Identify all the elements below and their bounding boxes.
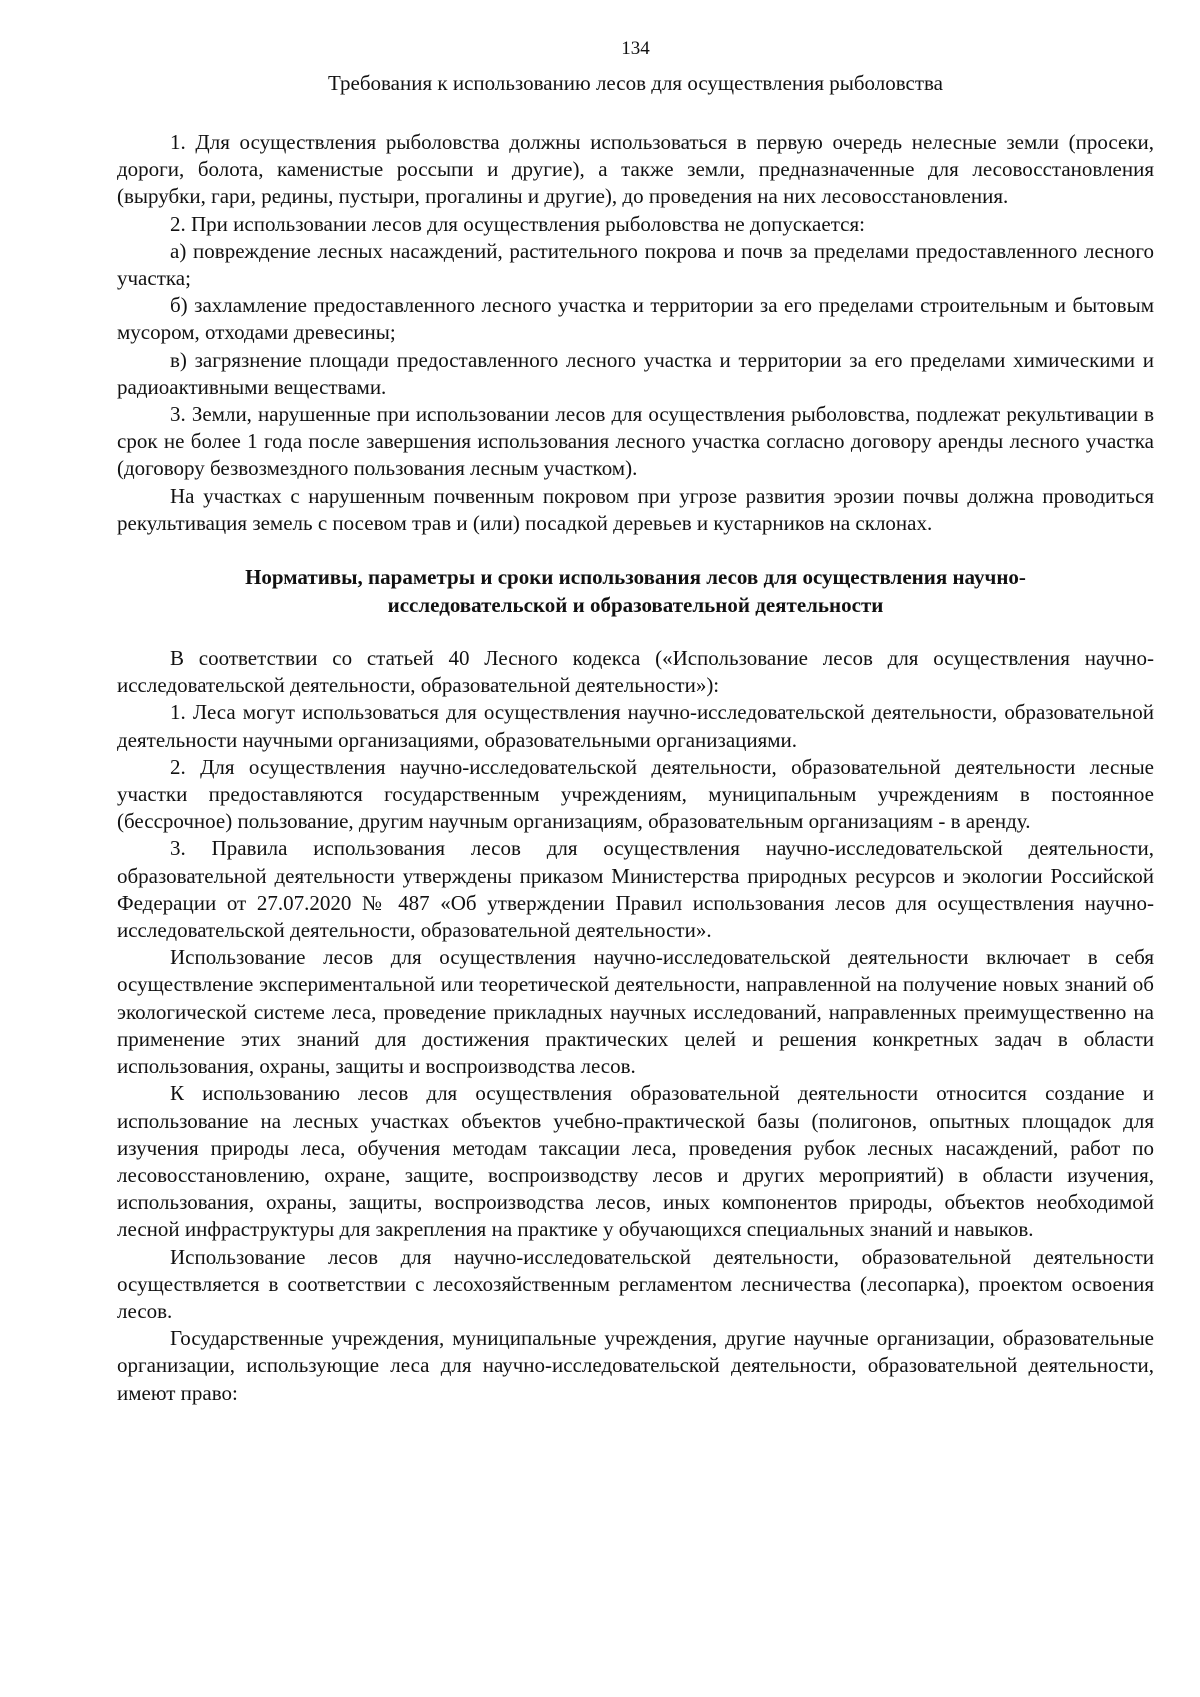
paragraph: Использование лесов для осуществления научно-исследовательской деятельности включает в себя осуществление экспериментальной или теоретической деятельности, направленной на получение новых знаний об экологической системе леса, проведение прикладных научных исследований, направленных преимущественно на применение этих знаний для достижения практических целей и решения конкретных задач в области использования, охраны, защиты и воспроизводства лесов. xyxy=(117,945,1154,1079)
paragraph: Использование лесов для научно-исследовательской деятельности, образовательной деятельности осуществляется в соответствии с лесохозяйственным регламентом лесничества (лесопарка), проектом освоения лесов. xyxy=(117,1244,1154,1323)
paragraph: а) повреждение лесных насаждений, растительного покрова и почв за пределами предоставленного лесного участка; xyxy=(117,238,1154,291)
paragraph: 3. Земли, нарушенные при использовании лесов для осуществления рыболовства, подлежат рекультивации в срок не более 1 года после завершения использования лесного участка согласно договору аренды лесного участка (договору безвозмездного пользования лесным участком). xyxy=(117,402,1154,481)
section-heading-fishing: Требования к использованию лесов для осуществления рыболовства xyxy=(328,71,943,95)
paragraph: 2. Для осуществления научно-исследовательской деятельности, образовательной деятельности лесные участки предоставляются государственным учреждениям, муниципальным учреждениям в постоянное (бессрочное) пользование, другим научным организациям, образовательным организациям - в аренду. xyxy=(117,754,1154,834)
paragraph: 3. Правила использования лесов для осуществления научно-исследовательской деятельности, образовательной деятельности утверждены приказом Министерства природных ресурсов и экологии Российской Федерации от 27.07.2020 № 487 «Об утверждении Правил использования лесов для осуществления научно-исследовательской деятельности, образовательной деятельности». xyxy=(117,836,1154,943)
document-page xyxy=(117,36,1154,1407)
paragraph: На участках с нарушенным почвенным покровом при угрозе развития эрозии почвы должна проводиться рекультивация земель с посевом трав и (или) посадкой деревьев и кустарников на склонах. xyxy=(117,483,1154,535)
paragraph: 1. Леса могут использоваться для осуществления научно-исследовательской деятельности, образовательной деятельности научными организациями, образовательными организациями. xyxy=(117,700,1154,752)
paragraph: 2. При использовании лесов для осуществления рыболовства не допускается: xyxy=(170,211,865,236)
section-body-fishing xyxy=(117,129,1154,537)
page-number: 134 xyxy=(621,38,650,59)
paragraph: Государственные учреждения, муниципальные учреждения, другие научные организации, образовательные организации, использующие леса для научно-исследовательской деятельности, образовательной деятельности, имеют право: xyxy=(117,1326,1154,1405)
paragraph: в) загрязнение площади предоставленного лесного участка и территории за его пределами химическими и радиоактивными веществами. xyxy=(117,347,1154,399)
section-body-research xyxy=(117,645,1154,1407)
paragraph: В соответствии со статьей 40 Лесного кодекса («Использование лесов для осуществления научно-исследовательской деятельности, образовательной деятельности»): xyxy=(117,646,1154,698)
paragraph: 1. Для осуществления рыболовства должны использоваться в первую очередь нелесные земли (просеки, дороги, болота, каменистые россыпи и другие), а также земли, предназначенные для лесовосстановления (вырубки, гари, редины, пустыри, прогалины и другие), до проведения на них лесовосстановления. xyxy=(117,130,1154,209)
paragraph: б) захламление предоставленного лесного участка и территории за его пределами строительным и бытовым мусором, отходами древесины; xyxy=(117,293,1154,345)
paragraph: К использованию лесов для осуществления образовательной деятельности относится создание и использование на лесных участках объектов учебно-практической базы (полигонов, опытных площадок для изучения природы леса, обучения методам таксации леса, проведения рубок лесных насаждений, работ по лесовосстановлению, охране, защите, воспроизводству лесов и других мероприятий) в области изучения, использования, охраны, защиты, воспроизводства лесов, иных компонентов природы, объектов необходимой лесной инфраструктуры для закрепления на практике у обучающихся специальных знаний и навыков. xyxy=(117,1081,1154,1242)
section-heading-research: Нормативы, параметры и сроки использования лесов для осуществления научно-исследовательской и образовательной деятельности xyxy=(245,565,1026,617)
